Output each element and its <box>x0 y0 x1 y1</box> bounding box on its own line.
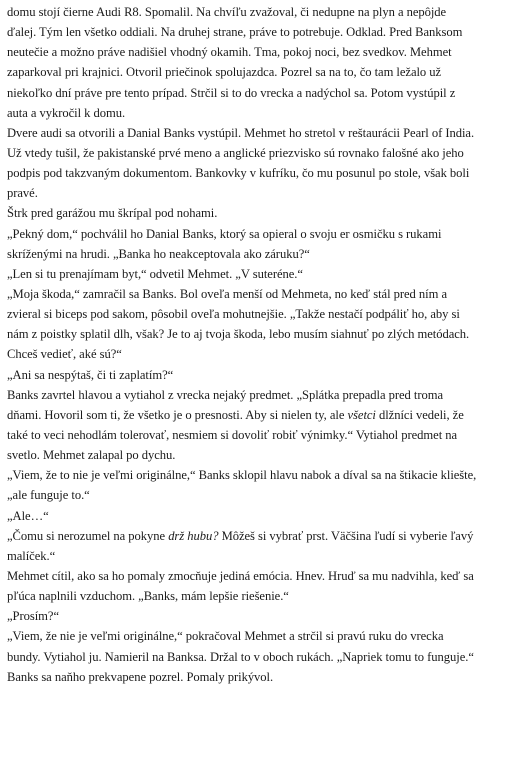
text-line-9: podpis pod takzvaným dokumentom. Bankovky v kufríku, čo mu posunul po stole, však boli <box>7 166 470 181</box>
text-line-12: „Pekný dom,“ pochválil ho Danial Banks, ktorý sa opieral o svoju er osmičku s rukami <box>7 226 442 241</box>
text-line-25: „ale funguje to.“ <box>7 488 90 503</box>
text-line-20: Banks zavrtel hlavou a vytiahol z vrecka nejaký predmet. „Splátka prepadla pred troma <box>7 387 444 402</box>
text-line-15: „Moja škoda,“ zamračil sa Banks. Bol oveľa menší od Mehmeta, no keď stál pred ním a <box>7 286 447 301</box>
text-line-2: ďalej. Tým len všetko oddiali. Na druhej strane, práve to potrebuje. Odklad. Pred Banksom <box>7 25 463 40</box>
text-line-31: „Prosím?“ <box>7 609 60 624</box>
text-line-6: auta a vykročil k domu. <box>7 105 126 120</box>
text-line-21-end: dlžníci vedeli, že <box>375 407 464 422</box>
text-line-3: neutečie a možno práve nadišiel vhodný okamih. Tma, pokoj noci, bez svedkov. Mehmet <box>7 45 452 60</box>
emphasis-drz-hubu: drž hubu? <box>168 528 219 543</box>
text-line-17: nám z poistky splatil dlh, však? Je to aj tvoja škoda, lebo musím siahnuť po zlých metódach. <box>7 327 470 342</box>
emphasis-vsetci: všetci <box>347 407 376 422</box>
text-line-7: Dvere audi sa otvorili a Danial Banks vystúpil. Mehmet ho stretol v reštaurácii Pearl of India. <box>7 125 475 140</box>
text-line-27-start: „Čomu si nerozumel na pokyne <box>7 528 169 543</box>
text-line-18: Chceš vedieť, aké sú?“ <box>7 347 122 362</box>
text-line-33: bundy. Vytiahol ju. Namieril na Banksa. Držal to v oboch rukách. „Napriek tomu to funguje.“ <box>7 649 474 664</box>
text-line-21 <box>7 405 505 425</box>
text-line-28: malíček.“ <box>7 548 56 563</box>
text-line-13: skríženými na hrudi. „Banka ho neakceptovala ako záruku?“ <box>7 246 310 261</box>
text-line-5: niekoľko dní práve pre tento prípad. Strčil si to do vrecka a nadýchol sa. Potom vystúpil z <box>7 85 456 100</box>
text-line-29: Mehmet cítil, ako sa ho pomaly zmocňuje jediná emócia. Hnev. Hruď sa mu nadvihla, keď sa <box>7 568 474 583</box>
text-line-34: Banks sa naňho prekvapene pozrel. Pomaly prikývol. <box>7 669 274 684</box>
text-line-27-end: Môžeš si vybrať prst. Väčšina ľudí si vyberie ľavý <box>218 528 474 543</box>
text-line-16: zvieral si biceps pod sakom, pôsobil oveľa mohutnejšie. „Takže nestačí podpáliť ho, aby si <box>7 307 460 322</box>
text-line-27 <box>7 526 505 546</box>
text-line-14: „Len si tu prenajímam byt,“ odvetil Mehmet. „V suteréne.“ <box>7 266 303 281</box>
text-line-4: zaparkoval pri krajnici. Otvoril priečinok spolujazdca. Pozrel sa na to, čo tam ležalo už <box>7 65 442 80</box>
text-line-11: Štrk pred garážou mu škrípal pod nohami. <box>7 206 218 221</box>
text-line-10: pravé. <box>7 186 38 201</box>
text-line-32: „Viem, že nie je veľmi originálne,“ pokračoval Mehmet a strčil si pravú ruku do vrecka <box>7 629 444 644</box>
text-line-8: Už vtedy tušil, že pakistanské prvé meno a anglické priezvisko sú rovnako falošné ako jeho <box>7 145 464 160</box>
text-line-26: „Ale…“ <box>7 508 49 523</box>
text-line-23: svetlo. Mehmet zalapal po dychu. <box>7 448 176 463</box>
text-line-22: také to veci nehodlám tolerovať, nesmiem si dovoliť robiť výnimky.“ Vytiahol predmet na <box>7 427 458 442</box>
text-line-1: domu stojí čierne Audi R8. Spomalil. Na chvíľu zvažoval, či nedupne na plyn a nepôjde <box>7 5 447 19</box>
text-line-19: „Ani sa nespýtaš, či ti zaplatím?“ <box>7 367 174 382</box>
text-line-30: pľúca naplnili vzduchom. „Banks, mám lepšie riešenie.“ <box>7 589 289 604</box>
body-text <box>7 2 505 687</box>
text-line-24: „Viem, že to nie je veľmi originálne,“ Banks sklopil hlavu nabok a díval sa na štikacie kliešte, <box>7 468 477 483</box>
text-line-21-start: dňami. Hovoril som ti, že všetko je o presnosti. Aby si nielen ty, ale <box>7 407 348 422</box>
